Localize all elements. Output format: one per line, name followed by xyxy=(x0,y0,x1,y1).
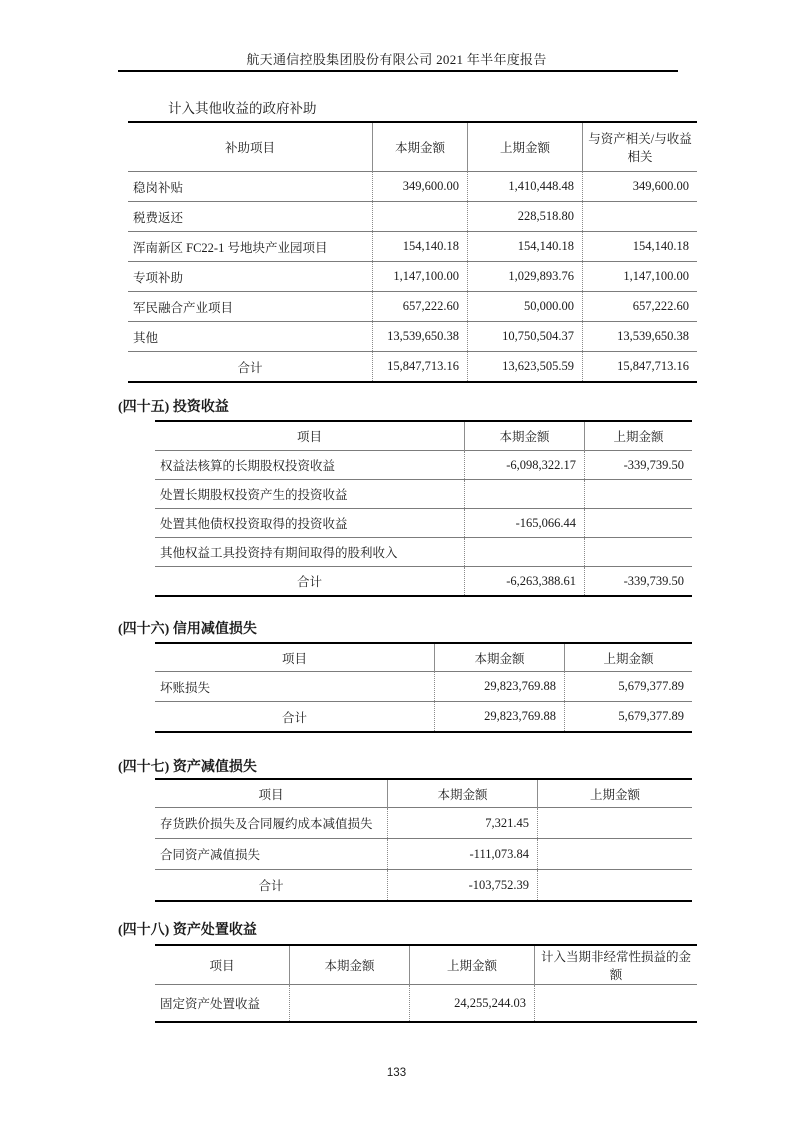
table-header-row xyxy=(155,643,692,672)
column-header: 上期金额 xyxy=(565,643,693,672)
cell-value: 10,750,504.37 xyxy=(468,322,583,352)
row-label: 专项补助 xyxy=(128,262,373,292)
table-row xyxy=(128,202,697,232)
cell-value xyxy=(585,538,693,567)
cell-value: 657,222.60 xyxy=(373,292,468,322)
cell-value xyxy=(465,538,585,567)
column-header: 上期金额 xyxy=(468,122,583,172)
table-row xyxy=(155,808,692,839)
cell-value: 657,222.60 xyxy=(583,292,698,322)
cell-value: 15,847,713.16 xyxy=(373,352,468,383)
table-header-row xyxy=(155,945,697,985)
cell-value: 24,255,244.03 xyxy=(410,985,535,1023)
cell-value: 154,140.18 xyxy=(583,232,698,262)
column-header: 上期金额 xyxy=(585,421,693,451)
table-row xyxy=(128,352,697,383)
cell-value: 5,679,377.89 xyxy=(565,702,693,733)
cell-value: -111,073.84 xyxy=(388,839,538,870)
column-header: 项目 xyxy=(296,430,322,444)
column-header: 本期金额 xyxy=(373,122,468,172)
cell-value: 349,600.00 xyxy=(583,172,698,202)
cell-value xyxy=(585,509,693,538)
column-header: 本期金额 xyxy=(465,421,585,451)
cell-value: -165,066.44 xyxy=(465,509,585,538)
table-header-row xyxy=(128,122,697,172)
cell-value: -103,752.39 xyxy=(388,870,538,902)
table-row xyxy=(155,567,692,597)
table-row xyxy=(128,262,697,292)
row-label: 合计 xyxy=(155,870,388,902)
row-label: 浑南新区 FC22-1 号地块产业园项目 xyxy=(128,232,373,262)
row-label: 稳岗补贴 xyxy=(128,172,373,202)
column-header: 项目 xyxy=(209,959,235,973)
table-row xyxy=(128,172,697,202)
table-header-row xyxy=(155,421,692,451)
row-label: 处置其他债权投资取得的投资收益 xyxy=(155,509,465,538)
table-asset-disposal-income xyxy=(155,944,697,1023)
section-title-investment-income: (四十五) 投资收益 xyxy=(118,400,229,415)
table-caption-government-subsidy: 计入其他收益的政府补助 xyxy=(168,101,317,116)
cell-value xyxy=(585,480,693,509)
cell-value: 13,539,650.38 xyxy=(373,322,468,352)
cell-value: -339,739.50 xyxy=(585,451,693,480)
cell-value: 7,321.45 xyxy=(388,808,538,839)
header-divider xyxy=(118,70,678,72)
cell-value: 29,823,769.88 xyxy=(435,702,565,733)
row-label: 固定资产处置收益 xyxy=(155,985,290,1023)
section-title-credit-impairment-loss: (四十六) 信用减值损失 xyxy=(118,622,257,637)
cell-value xyxy=(538,808,693,839)
table-header-row xyxy=(155,779,692,808)
table-asset-impairment-loss xyxy=(155,778,692,902)
cell-value: 13,539,650.38 xyxy=(583,322,698,352)
table-row xyxy=(155,480,692,509)
column-header: 项目 xyxy=(258,787,284,802)
row-label: 合计 xyxy=(128,352,373,383)
column-header: 项目 xyxy=(281,651,307,666)
table-wrap-asset-impairment-loss xyxy=(155,778,678,902)
cell-value xyxy=(465,480,585,509)
row-label: 合同资产减值损失 xyxy=(155,839,388,870)
row-label: 其他权益工具投资持有期间取得的股利收入 xyxy=(155,538,465,567)
row-label: 军民融合产业项目 xyxy=(128,292,373,322)
table-row xyxy=(128,322,697,352)
cell-value: 15,847,713.16 xyxy=(583,352,698,383)
report-header-title: 航天通信控股集团股份有限公司 2021 年半年度报告 xyxy=(246,52,547,67)
column-header: 补助项目 xyxy=(224,141,275,155)
table-wrap-investment-income xyxy=(155,420,684,597)
row-label: 存货跌价损失及合同履约成本减值损失 xyxy=(155,808,388,839)
row-label: 合计 xyxy=(155,567,465,597)
cell-value: 13,623,505.59 xyxy=(468,352,583,383)
cell-value: 154,140.18 xyxy=(373,232,468,262)
cell-value: -6,098,322.17 xyxy=(465,451,585,480)
table-row xyxy=(155,870,692,902)
column-header: 上期金额 xyxy=(410,945,535,985)
row-label: 税费返还 xyxy=(128,202,373,232)
table-government-subsidy xyxy=(128,121,697,383)
table-wrap-asset-disposal-income xyxy=(155,944,691,1023)
cell-value xyxy=(290,985,410,1023)
cell-value: 29,823,769.88 xyxy=(435,672,565,702)
table-row xyxy=(155,509,692,538)
table-row xyxy=(155,839,692,870)
cell-value: 1,410,448.48 xyxy=(468,172,583,202)
row-label: 权益法核算的长期股权投资收益 xyxy=(155,451,465,480)
column-header: 本期金额 xyxy=(435,643,565,672)
column-header: 本期金额 xyxy=(290,945,410,985)
table-credit-impairment-loss xyxy=(155,642,692,733)
table-wrap-government-subsidy xyxy=(128,121,692,383)
table-row xyxy=(128,232,697,262)
section-title-asset-disposal-income: (四十八) 资产处置收益 xyxy=(118,923,257,938)
cell-value: 228,518.80 xyxy=(468,202,583,232)
cell-value xyxy=(538,839,693,870)
column-header: 上期金额 xyxy=(538,779,693,808)
cell-value: 50,000.00 xyxy=(468,292,583,322)
cell-value: 1,029,893.76 xyxy=(468,262,583,292)
row-label: 坏账损失 xyxy=(155,672,435,702)
table-row xyxy=(128,292,697,322)
table-row xyxy=(155,451,692,480)
section-title-asset-impairment-loss: (四十七) 资产减值损失 xyxy=(118,760,257,775)
cell-value: 1,147,100.00 xyxy=(373,262,468,292)
cell-value xyxy=(535,985,698,1023)
table-row xyxy=(155,985,697,1023)
row-label: 处置长期股权投资产生的投资收益 xyxy=(155,480,465,509)
cell-value xyxy=(538,870,693,902)
table-row xyxy=(155,538,692,567)
column-header: 与资产相关/与收益相关 xyxy=(583,122,698,172)
row-label: 其他 xyxy=(128,322,373,352)
table-row xyxy=(155,702,692,733)
table-wrap-credit-impairment-loss xyxy=(155,642,684,733)
cell-value: 154,140.18 xyxy=(468,232,583,262)
cell-value: 5,679,377.89 xyxy=(565,672,693,702)
cell-value: -6,263,388.61 xyxy=(465,567,585,597)
column-header: 计入当期非经常性损益的金额 xyxy=(535,945,698,985)
row-label: 合计 xyxy=(155,702,435,733)
cell-value xyxy=(373,202,468,232)
cell-value: 1,147,100.00 xyxy=(583,262,698,292)
cell-value: -339,739.50 xyxy=(585,567,693,597)
column-header: 本期金额 xyxy=(388,779,538,808)
table-row xyxy=(155,672,692,702)
cell-value: 349,600.00 xyxy=(373,172,468,202)
table-investment-income xyxy=(155,420,692,597)
page-number: 133 xyxy=(386,1067,407,1079)
cell-value xyxy=(583,202,698,232)
